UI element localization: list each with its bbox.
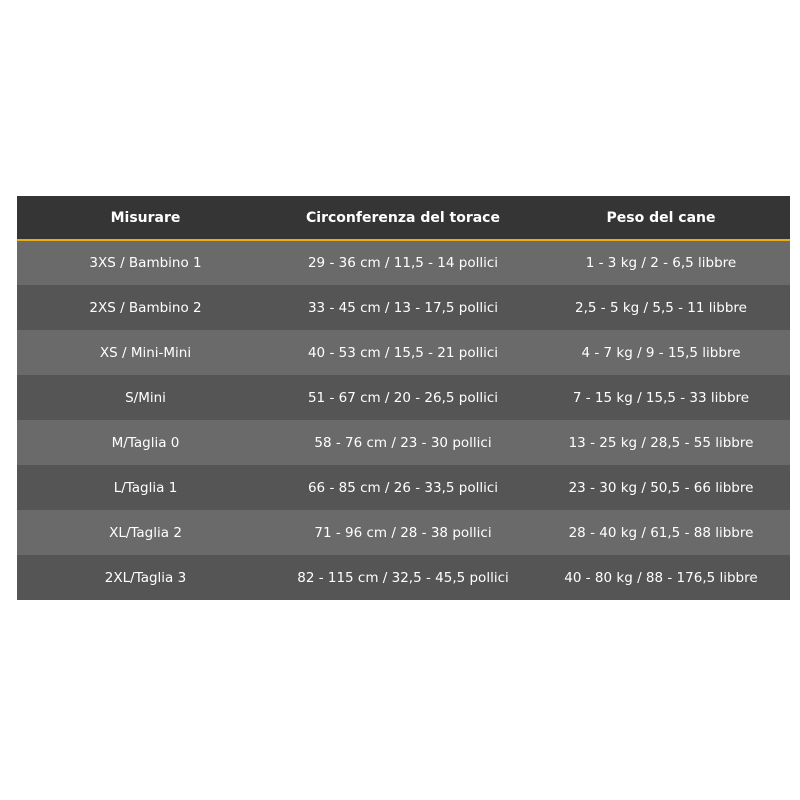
cell-weight: 40 - 80 kg / 88 - 176,5 libbre bbox=[564, 569, 758, 586]
cell-weight: 2,5 - 5 kg / 5,5 - 11 libbre bbox=[575, 299, 747, 316]
table-row bbox=[17, 555, 790, 600]
cell-chest: 33 - 45 cm / 13 - 17,5 pollici bbox=[307, 299, 499, 316]
table-row bbox=[17, 420, 790, 465]
cell-chest: 51 - 67 cm / 20 - 26,5 pollici bbox=[307, 389, 499, 406]
cell-chest: 40 - 53 cm / 15,5 - 21 pollici bbox=[307, 344, 499, 361]
header-dog-weight: Peso del cane bbox=[532, 196, 790, 240]
cell-weight: 13 - 25 kg / 28,5 - 55 libbre bbox=[568, 434, 754, 451]
table-row bbox=[17, 465, 790, 510]
cell-size: 3XS / Bambino 1 bbox=[89, 255, 202, 271]
cell-size: XL/Taglia 2 bbox=[109, 524, 182, 541]
cell-size: S/Mini bbox=[125, 389, 166, 406]
table-row bbox=[17, 510, 790, 555]
table-row bbox=[17, 240, 790, 285]
cell-weight: 1 - 3 kg / 2 - 6,5 libbre bbox=[585, 255, 737, 271]
header-size: Misurare bbox=[17, 196, 274, 240]
cell-size: L/Taglia 1 bbox=[113, 479, 178, 496]
size-table bbox=[17, 196, 790, 600]
cell-chest: 58 - 76 cm / 23 - 30 pollici bbox=[314, 434, 492, 451]
cell-size: 2XS / Bambino 2 bbox=[89, 299, 202, 316]
cell-size: 2XL/Taglia 3 bbox=[104, 569, 187, 586]
header-chest-girth: Circonferenza del torace bbox=[274, 196, 532, 240]
cell-chest: 82 - 115 cm / 32,5 - 45,5 pollici bbox=[297, 569, 509, 586]
cell-chest: 66 - 85 cm / 26 - 33,5 pollici bbox=[307, 479, 499, 496]
cell-chest: 29 - 36 cm / 11,5 - 14 pollici bbox=[307, 255, 499, 271]
cell-weight: 4 - 7 kg / 9 - 15,5 libbre bbox=[581, 344, 741, 361]
cell-chest: 71 - 96 cm / 28 - 38 pollici bbox=[314, 524, 492, 541]
cell-size: XS / Mini-Mini bbox=[99, 344, 192, 361]
table-row bbox=[17, 285, 790, 330]
table-row bbox=[17, 330, 790, 375]
cell-weight: 28 - 40 kg / 61,5 - 88 libbre bbox=[568, 524, 754, 541]
cell-weight: 23 - 30 kg / 50,5 - 66 libbre bbox=[568, 479, 754, 496]
cell-size: M/Taglia 0 bbox=[111, 434, 180, 451]
table-header-row bbox=[17, 196, 790, 240]
table-row bbox=[17, 375, 790, 420]
size-chart bbox=[17, 196, 790, 600]
cell-weight: 7 - 15 kg / 15,5 - 33 libbre bbox=[572, 389, 750, 406]
